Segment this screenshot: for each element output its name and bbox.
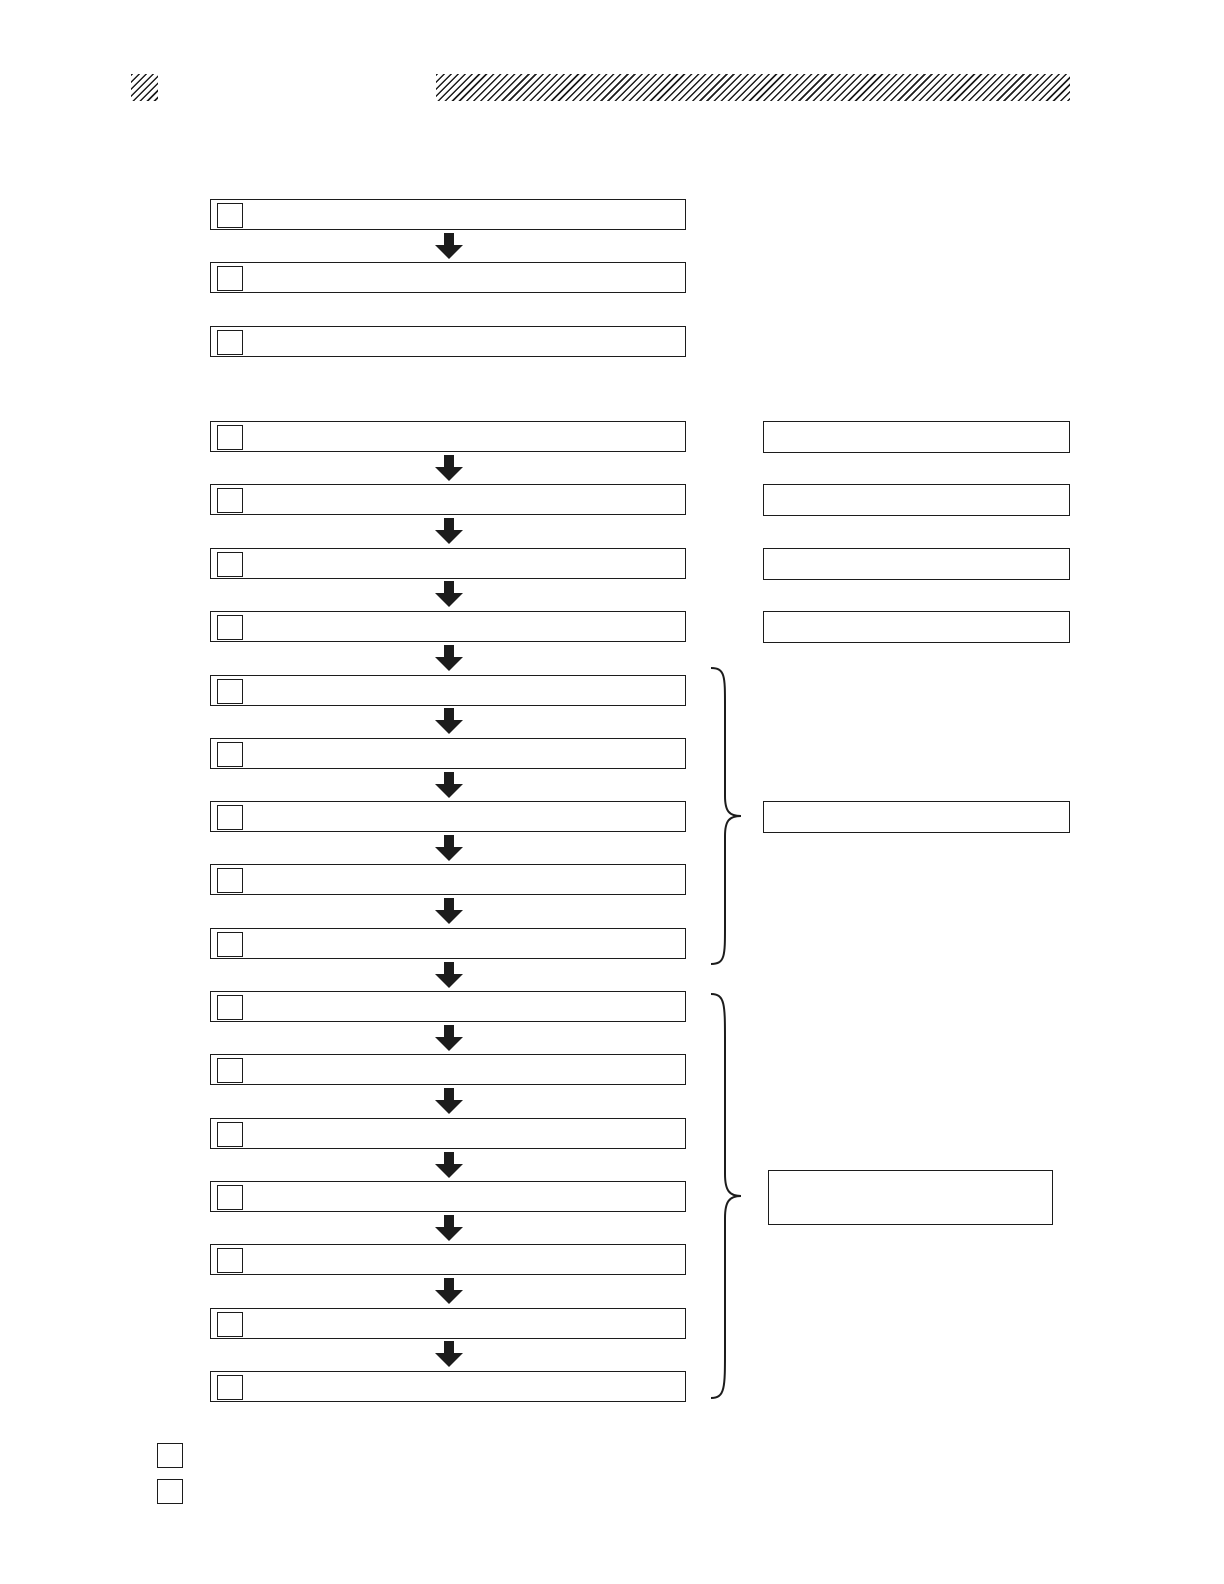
down-arrow-icon [435,581,463,607]
step-checkbox[interactable] [217,488,243,513]
brace-icon [705,992,745,1400]
down-arrow-icon [435,518,463,544]
legend-checkbox-2[interactable] [157,1479,183,1504]
step-checkbox[interactable] [217,932,243,957]
header-hatch-bar [436,74,1070,101]
group-a-step-3 [210,326,686,357]
step-checkbox[interactable] [217,425,243,450]
side-note-2 [763,484,1070,516]
header-hatch-small [131,74,158,101]
step-checkbox[interactable] [217,1058,243,1083]
down-arrow-icon [435,898,463,924]
group-b-step-8 [210,864,686,895]
down-arrow-icon [435,1215,463,1241]
down-arrow-icon [435,962,463,988]
step-checkbox[interactable] [217,615,243,640]
side-note-3 [763,548,1070,580]
group-b-step-16 [210,1371,686,1402]
down-arrow-icon [435,233,463,259]
down-arrow-icon [435,1088,463,1114]
down-arrow-icon [435,835,463,861]
step-checkbox[interactable] [217,552,243,577]
brace-note-2 [768,1170,1053,1225]
group-a-step-1 [210,199,686,230]
step-checkbox[interactable] [217,1248,243,1273]
group-b-step-13 [210,1181,686,1212]
group-b-step-1 [210,421,686,452]
down-arrow-icon [435,455,463,481]
brace-icon [705,666,745,966]
down-arrow-icon [435,1025,463,1051]
group-a-step-2 [210,262,686,293]
group-b-step-3 [210,548,686,579]
legend-checkbox-1[interactable] [157,1443,183,1468]
down-arrow-icon [435,708,463,734]
group-b-step-5 [210,675,686,706]
step-checkbox[interactable] [217,266,243,291]
side-note-4 [763,611,1070,643]
step-checkbox[interactable] [217,742,243,767]
step-checkbox[interactable] [217,995,243,1020]
step-checkbox[interactable] [217,1122,243,1147]
group-b-step-11 [210,1054,686,1085]
group-b-step-2 [210,484,686,515]
group-b-step-12 [210,1118,686,1149]
group-b-step-4 [210,611,686,642]
group-b-step-15 [210,1308,686,1339]
group-b-step-10 [210,991,686,1022]
group-b-step-7 [210,801,686,832]
step-checkbox[interactable] [217,330,243,355]
down-arrow-icon [435,1278,463,1304]
step-checkbox[interactable] [217,1185,243,1210]
step-checkbox[interactable] [217,203,243,228]
step-checkbox[interactable] [217,1312,243,1337]
group-b-step-6 [210,738,686,769]
step-checkbox[interactable] [217,1375,243,1400]
group-b-step-9 [210,928,686,959]
side-note-1 [763,421,1070,453]
group-b-step-14 [210,1244,686,1275]
down-arrow-icon [435,772,463,798]
step-checkbox[interactable] [217,868,243,893]
down-arrow-icon [435,645,463,671]
brace-note-1 [763,801,1070,833]
down-arrow-icon [435,1341,463,1367]
step-checkbox[interactable] [217,679,243,704]
step-checkbox[interactable] [217,805,243,830]
down-arrow-icon [435,1152,463,1178]
